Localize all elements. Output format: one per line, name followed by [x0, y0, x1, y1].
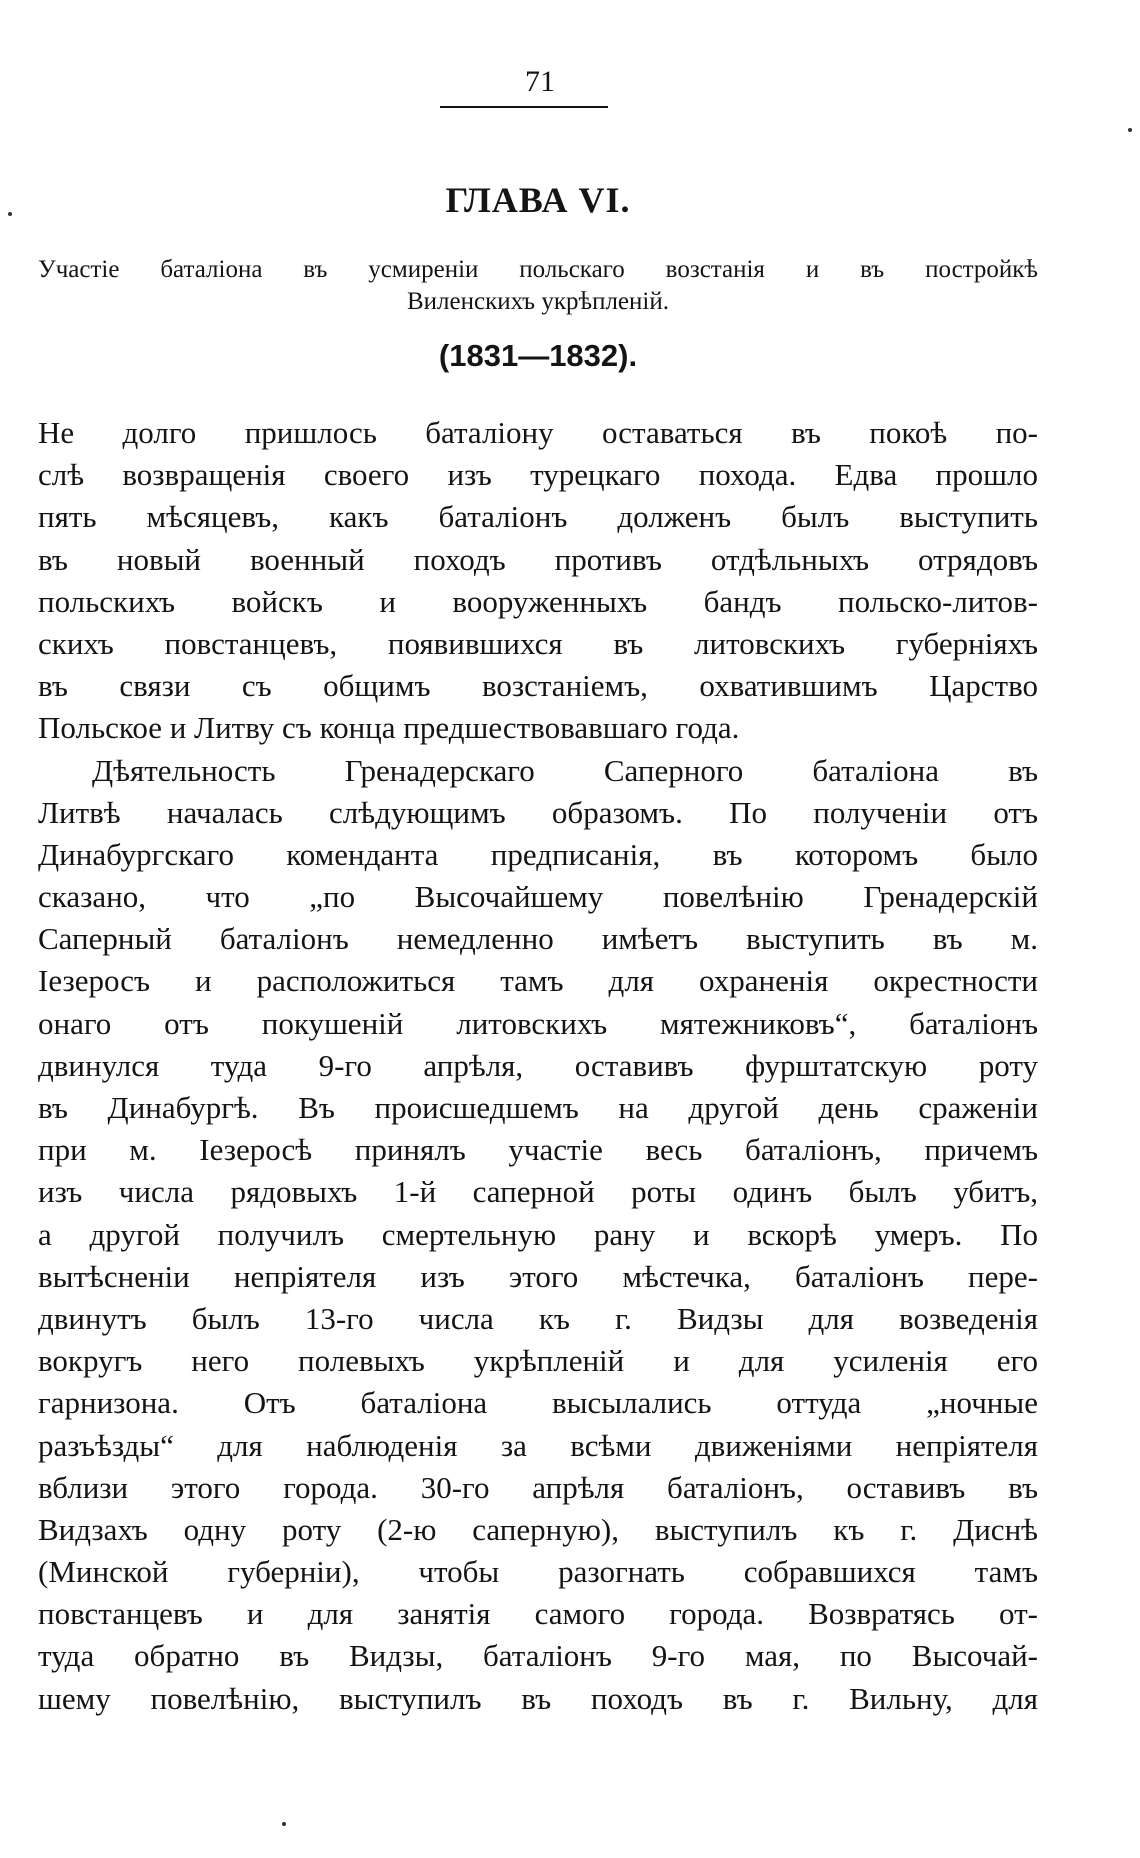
page-number-rule — [440, 106, 608, 108]
text-line: повстанцевъ и для занятія самого города. Возвратясь от- — [38, 1596, 1038, 1632]
body-text — [38, 412, 1038, 1720]
text-line: вокругъ него полевыхъ укрѣпленій и для усиленія его — [38, 1343, 1038, 1379]
text-line: онаго отъ покушеній литовскихъ мятежниковъ“, баталіонъ — [38, 1005, 1038, 1041]
text-line: двинутъ былъ 13-го числа къ г. Видзы для возведенія — [38, 1300, 1038, 1336]
text-line: въ Динабургѣ. Въ происшедшемъ на другой день сраженіи — [38, 1090, 1038, 1125]
subtitle-line: Виленскихъ укрѣпленій. — [407, 288, 669, 315]
text-line: въ новый военный походъ противъ отдѣльныхъ отрядовъ — [38, 541, 1038, 577]
text-line: польскихъ войскъ и вооруженныхъ бандъ польско-литов- — [38, 583, 1038, 619]
text-line: Литвѣ началась слѣдующимъ образомъ. По полученіи отъ — [38, 794, 1038, 830]
text-line: сказано, что „по Высочайшему повелѣнію Гренадерскій — [38, 879, 1038, 915]
chapter-years: (1831—1832). — [438, 338, 638, 373]
text-line: туда обратно въ Видзы, баталіонъ 9-го мая, по Высочай- — [38, 1638, 1038, 1674]
text-line: (Минской губерніи), чтобы разогнать собравшихся тамъ — [38, 1554, 1038, 1590]
text-line: Саперный баталіонъ немедленно имѣетъ выступить въ м. — [38, 921, 1038, 957]
page-number: 71 — [525, 65, 555, 98]
chapter-subtitle — [38, 254, 1038, 318]
scan-speck — [8, 212, 12, 216]
text-line: вблизи этого города. 30-го апрѣля баталіонъ, оставивъ въ — [38, 1469, 1038, 1505]
text-line: шему повелѣнію, выступилъ въ походъ въ г. Вильну, для — [38, 1680, 1038, 1716]
text-line: разъѣзды“ для наблюденія за всѣми движеніями непріятеля — [38, 1427, 1038, 1463]
text-line: въ связи съ общимъ возстаніемъ, охватившимъ Царство — [38, 668, 1038, 704]
text-line: вытѣсненіи непріятеля изъ этого мѣстечка, баталіонъ пере- — [38, 1258, 1038, 1294]
text-line: при м. Іезеросѣ принялъ участіе весь баталіонъ, причемъ — [38, 1132, 1038, 1168]
text-line: Видзахъ одну роту (2-ю саперную), выступилъ къ г. Диснѣ — [38, 1511, 1038, 1547]
text-line: Не долго пришлось баталіону оставаться въ покоѣ по- — [38, 415, 1038, 450]
subtitle-line: Участіе баталіона въ усмиреніи польскаго возстанія и въ постройкѣ — [38, 256, 1038, 283]
text-line: скихъ повстанцевъ, появившихся въ литовскихъ губерніяхъ — [38, 625, 1038, 661]
book-page — [38, 0, 1038, 1858]
scan-speck — [1128, 128, 1132, 132]
text-line: Польское и Литву съ конца предшествовавшаго года. — [38, 710, 740, 746]
text-line: пять мѣсяцевъ, какъ баталіонъ долженъ былъ выступить — [38, 499, 1038, 535]
text-line: Динабургскаго коменданта предписанія, въ которомъ было — [38, 836, 1038, 872]
paragraph-2 — [38, 750, 1038, 1720]
text-line: Іезеросъ и расположиться тамъ для охраненія окрестности — [38, 963, 1038, 999]
text-line: изъ числа рядовыхъ 1-й саперной роты одинъ былъ убитъ, — [38, 1174, 1038, 1210]
text-line: слѣ возвращенія своего изъ турецкаго похода. Едва прошло — [38, 457, 1038, 493]
scan-speck — [282, 1822, 286, 1826]
text-line: гарнизона. Отъ баталіона высылались оттуда „ночные — [38, 1385, 1038, 1421]
text-line: Дѣятельность Гренадерскаго Саперного баталіона въ — [92, 752, 1038, 788]
text-line: а другой получилъ смертельную рану и вскорѣ умеръ. По — [38, 1216, 1038, 1252]
text-line: двинулся туда 9-го апрѣля, оставивъ фурштатскую роту — [38, 1047, 1038, 1083]
chapter-title: ГЛАВА VI. — [445, 180, 631, 220]
paragraph-1 — [38, 412, 1038, 750]
